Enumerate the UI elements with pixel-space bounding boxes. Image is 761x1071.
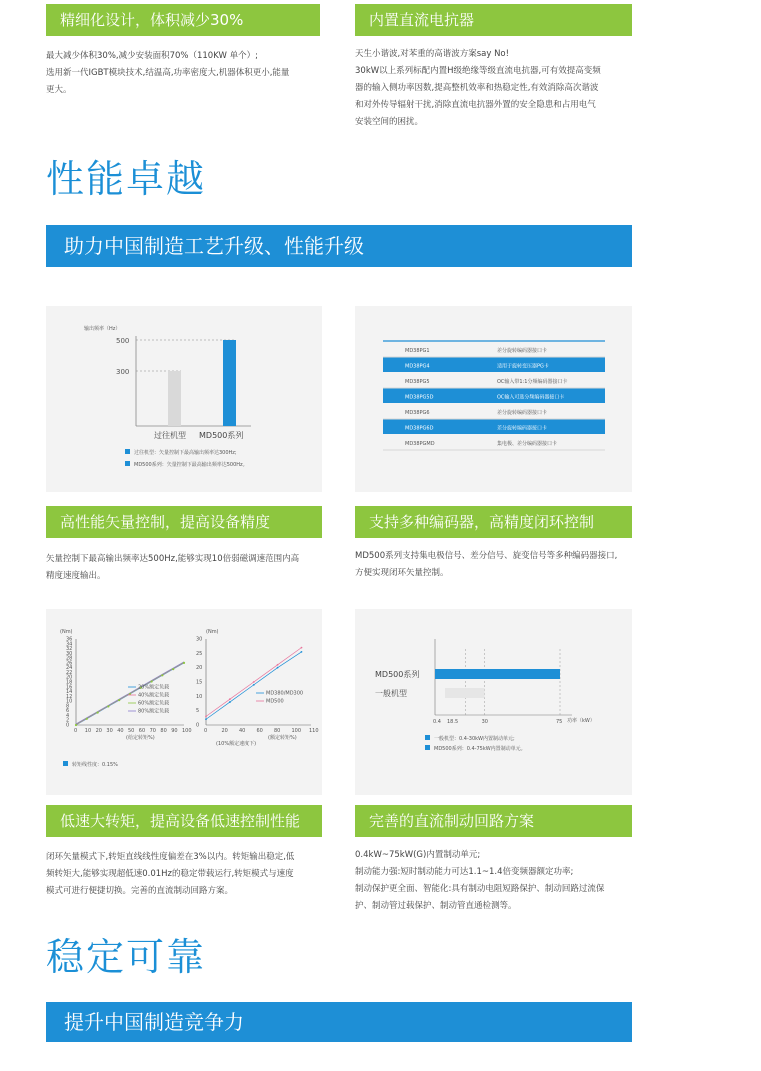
torque-y-tick: 6 (66, 708, 70, 715)
compare-x-tick: 100 (291, 728, 302, 734)
compare-y-tick: 10 (196, 693, 203, 700)
torque-x-tick: 20 (95, 728, 102, 734)
torque-point (86, 718, 88, 720)
compare-x-tick: 80 (274, 728, 281, 734)
torque-y-tick: 32 (66, 646, 73, 653)
compare-legend: MD500 (266, 698, 284, 705)
power-legend: MD500系列：0.4-75kW内置制动单元。 (434, 746, 526, 752)
torque-y-tick: 4 (66, 712, 70, 719)
torque-y-tick: 8 (66, 703, 70, 710)
encoder-model: MD38PGMD (405, 441, 435, 447)
feature-bar-vector-control: 高性能矢量控制，提高设备精度 (46, 506, 322, 538)
torque-y-tick: 30 (66, 650, 73, 657)
power-x-label: 功率（kW） (567, 718, 595, 724)
torque-y-tick: 28 (66, 655, 73, 662)
compare-point (253, 684, 255, 686)
torque-legend: 40%额定负载 (138, 692, 170, 699)
compare-y-tick: 15 (196, 679, 203, 686)
frequency-legend-md500: MD500系列：矢量控制下最高输出频率达500Hz。 (134, 462, 248, 468)
torque-x-tick: 60 (138, 728, 146, 734)
torque-y-tick: 10 (66, 698, 73, 705)
feature-text-low-speed-torque: 闭环矢量模式下,转矩直线线性度偏差在3%以内。转矩输出稳定,低 频转矩大,能够实现超低速0.01Hz的稳定带载运行,转矩模式与速度 模式可进行便捷切换。完善的直流制动回路方案。 (46, 852, 295, 896)
torque-x-label: (给定转矩%) (126, 735, 155, 741)
output-frequency-chart (46, 306, 322, 492)
torque-legend: 20%额定负载 (138, 684, 170, 691)
torque-y-tick: 34 (66, 641, 73, 648)
chart-panel-output-frequency (46, 306, 322, 492)
encoder-model: MD38PG5 (405, 379, 430, 385)
bar-previous-model (168, 371, 181, 426)
torque-x-tick: 0 (74, 728, 78, 734)
encoder-model: MD38PG1 (405, 348, 430, 354)
category-previous-model: 过往机型 (154, 431, 186, 440)
torque-y-tick: 20 (66, 674, 73, 681)
compare-x-tick: 20 (221, 728, 228, 734)
torque-x-tick: 30 (106, 728, 113, 734)
torque-x-tick: 50 (128, 728, 135, 734)
encoder-desc: 集电极、差分编码器接口卡 (497, 441, 558, 447)
feature-text-dc-reactor: 天生小谐波,对苯重的高谐波方案say No! 30kW以上系列标配内置H级绝缘等级直流电抗器,可有效提高变频 器的输入侧功率因数,提高整机效率和热稳定性,有效消除高次谐波 和对外传导辐射干扰,消除直流电抗器外置的安全隐患和占用电气 安装空间的困扰。 (355, 49, 601, 127)
compare-x-label: (额定转矩%) (268, 735, 297, 741)
range-label-general: 一般机型 (375, 689, 407, 698)
torque-point (172, 668, 174, 670)
feature-text-encoders: MD500系列支持集电极信号、差分信号、旋变信号等多种编码器接口, 方便实现闭环矢量控制。 (355, 551, 618, 578)
compare-x-label-2: (10%额定速度下) (216, 741, 257, 747)
feature-bar-low-speed-torque: 低速大转矩，提高设备低速控制性能 (46, 805, 322, 837)
encoder-desc: OC输入可选分频编码器接口卡 (497, 394, 565, 401)
torque-y-tick: 16 (66, 684, 73, 691)
torque-point (75, 724, 77, 726)
feature-bar-dc-reactor: 内置直流电抗器 (355, 4, 632, 36)
feature-bar-dc-braking: 完善的直流制动回路方案 (355, 805, 632, 837)
torque-point (97, 711, 99, 713)
compare-point (205, 716, 207, 718)
power-x-tick: 30 (481, 719, 488, 725)
encoder-model: MD38PG4 (405, 363, 430, 370)
encoder-model: MD38PG6 (405, 410, 430, 416)
feature-text-dc-braking: 0.4kW~75kW(G)内置制动单元; 制动能力强:短时制动能力可达1.1~1.4倍变频器额定功率; 制动保护更全面、智能化:具有制动电阻短路保护、制动回路过流保 护、制动管过载保护、制动管直通检测等。 (355, 850, 605, 911)
torque-point (151, 680, 153, 682)
feature-text-compact-design: 最大减少体积30%,减少安装面积70%（110KW 单个）; 选用新一代IGBT模块技术,结温高,功率密度大,机器体积更小,能量 更大。 (46, 51, 290, 95)
section-heading-performance: 性能卓越 (46, 157, 207, 201)
torque-y-tick: 0 (66, 722, 70, 729)
compare-y-tick: 20 (196, 665, 203, 672)
torque-x-tick: 80 (160, 728, 167, 734)
torque-x-tick: 70 (149, 728, 156, 734)
torque-y-tick: 22 (66, 669, 73, 676)
compare-x-tick: 110 (309, 728, 319, 734)
frequency-tick-500: 500 (116, 337, 130, 345)
range-label-md500: MD500系列 (375, 670, 420, 679)
compare-point (253, 681, 255, 683)
encoder-model: MD38PG5D (405, 394, 434, 401)
torque-legend: 60%额定负载 (138, 700, 170, 707)
torque-y-tick: 14 (66, 689, 73, 696)
power-legend: 一般机型：0.4-30kW内置制动单元; (434, 736, 515, 742)
torque-y-tick: 12 (66, 693, 73, 700)
torque-point (183, 662, 185, 664)
torque-legend: 80%额定负载 (138, 708, 170, 715)
compare-point (277, 664, 279, 666)
chart-panel-braking-power (355, 609, 632, 795)
braking-power-chart (355, 609, 632, 795)
compare-y-unit: (Nm) (206, 629, 219, 635)
frequency-tick-300: 300 (116, 368, 130, 376)
compare-y-tick: 5 (196, 708, 200, 715)
compare-point (277, 667, 279, 669)
torque-x-tick: 90 (171, 728, 178, 734)
encoder-card-table (355, 306, 632, 492)
torque-linearity-chart (46, 609, 322, 795)
banner-reliability: 提升中国制造竞争力 (46, 1002, 632, 1042)
power-x-tick: 0.4 (433, 719, 441, 725)
encoder-desc: 差分旋转编码器接口卡 (497, 410, 548, 416)
torque-y-unit: (Nm) (60, 629, 73, 635)
compare-point (301, 647, 303, 649)
power-x-tick: 75 (556, 719, 563, 725)
compare-x-tick: 0 (204, 728, 208, 734)
encoder-desc: 差分旋转编码器接口卡 (497, 348, 548, 354)
torque-x-tick: 10 (84, 728, 92, 734)
compare-point (301, 651, 303, 653)
torque-point (118, 699, 120, 701)
torque-y-tick: 24 (66, 665, 73, 672)
range-bar-general (445, 688, 485, 698)
frequency-y-label: 输出频率（Hz） (84, 326, 121, 332)
compare-point (205, 718, 207, 720)
range-bar-md500 (435, 669, 560, 679)
encoder-desc: 适用于旋转变压器PG卡 (497, 363, 549, 370)
banner-performance: 助力中国制造工艺升级、性能升级 (46, 225, 632, 267)
chart-panel-torque-linearity (46, 609, 322, 795)
torque-x-tick: 40 (117, 728, 124, 734)
compare-legend: MD380/MD300 (266, 690, 304, 697)
torque-point (161, 674, 163, 676)
category-md500: MD500系列 (199, 431, 244, 440)
bar-md500 (223, 340, 236, 426)
torque-x-tick: 100 (182, 728, 192, 734)
torque-point (107, 705, 109, 707)
torque-linearity-caption: 转矩线性度：0.15% (72, 762, 118, 768)
encoder-desc: OC输入带1:1分频编码器接口卡 (497, 379, 568, 385)
encoder-model: MD38PG6D (405, 425, 434, 432)
compare-y-tick: 25 (196, 650, 203, 657)
frequency-legend-previous: 过往机型：矢量控制下最高输出频率达300Hz; (134, 450, 237, 456)
compare-point (229, 701, 231, 703)
table-panel-encoder-cards (355, 306, 632, 492)
compare-x-tick: 60 (256, 728, 263, 734)
compare-y-tick: 30 (196, 636, 203, 643)
feature-bar-encoders: 支持多种编码器，高精度闭环控制 (355, 506, 632, 538)
torque-y-tick: 2 (66, 717, 70, 724)
torque-y-tick: 26 (66, 660, 73, 667)
torque-y-tick: 18 (66, 679, 73, 686)
encoder-desc: 差分旋转编码器接口卡 (497, 425, 548, 432)
compare-x-tick: 40 (239, 728, 246, 734)
feature-text-vector-control: 矢量控制下最高输出频率达500Hz,能够实现10倍弱磁调速范围内高 精度速度输出。 (46, 554, 300, 581)
compare-point (229, 698, 231, 700)
power-x-tick: 18.5 (447, 719, 459, 725)
section-heading-reliability: 稳定可靠 (46, 935, 207, 979)
feature-bar-compact-design: 精细化设计，体积减少30% (46, 4, 320, 36)
compare-y-tick: 0 (196, 722, 200, 729)
torque-y-tick: 36 (66, 636, 73, 643)
